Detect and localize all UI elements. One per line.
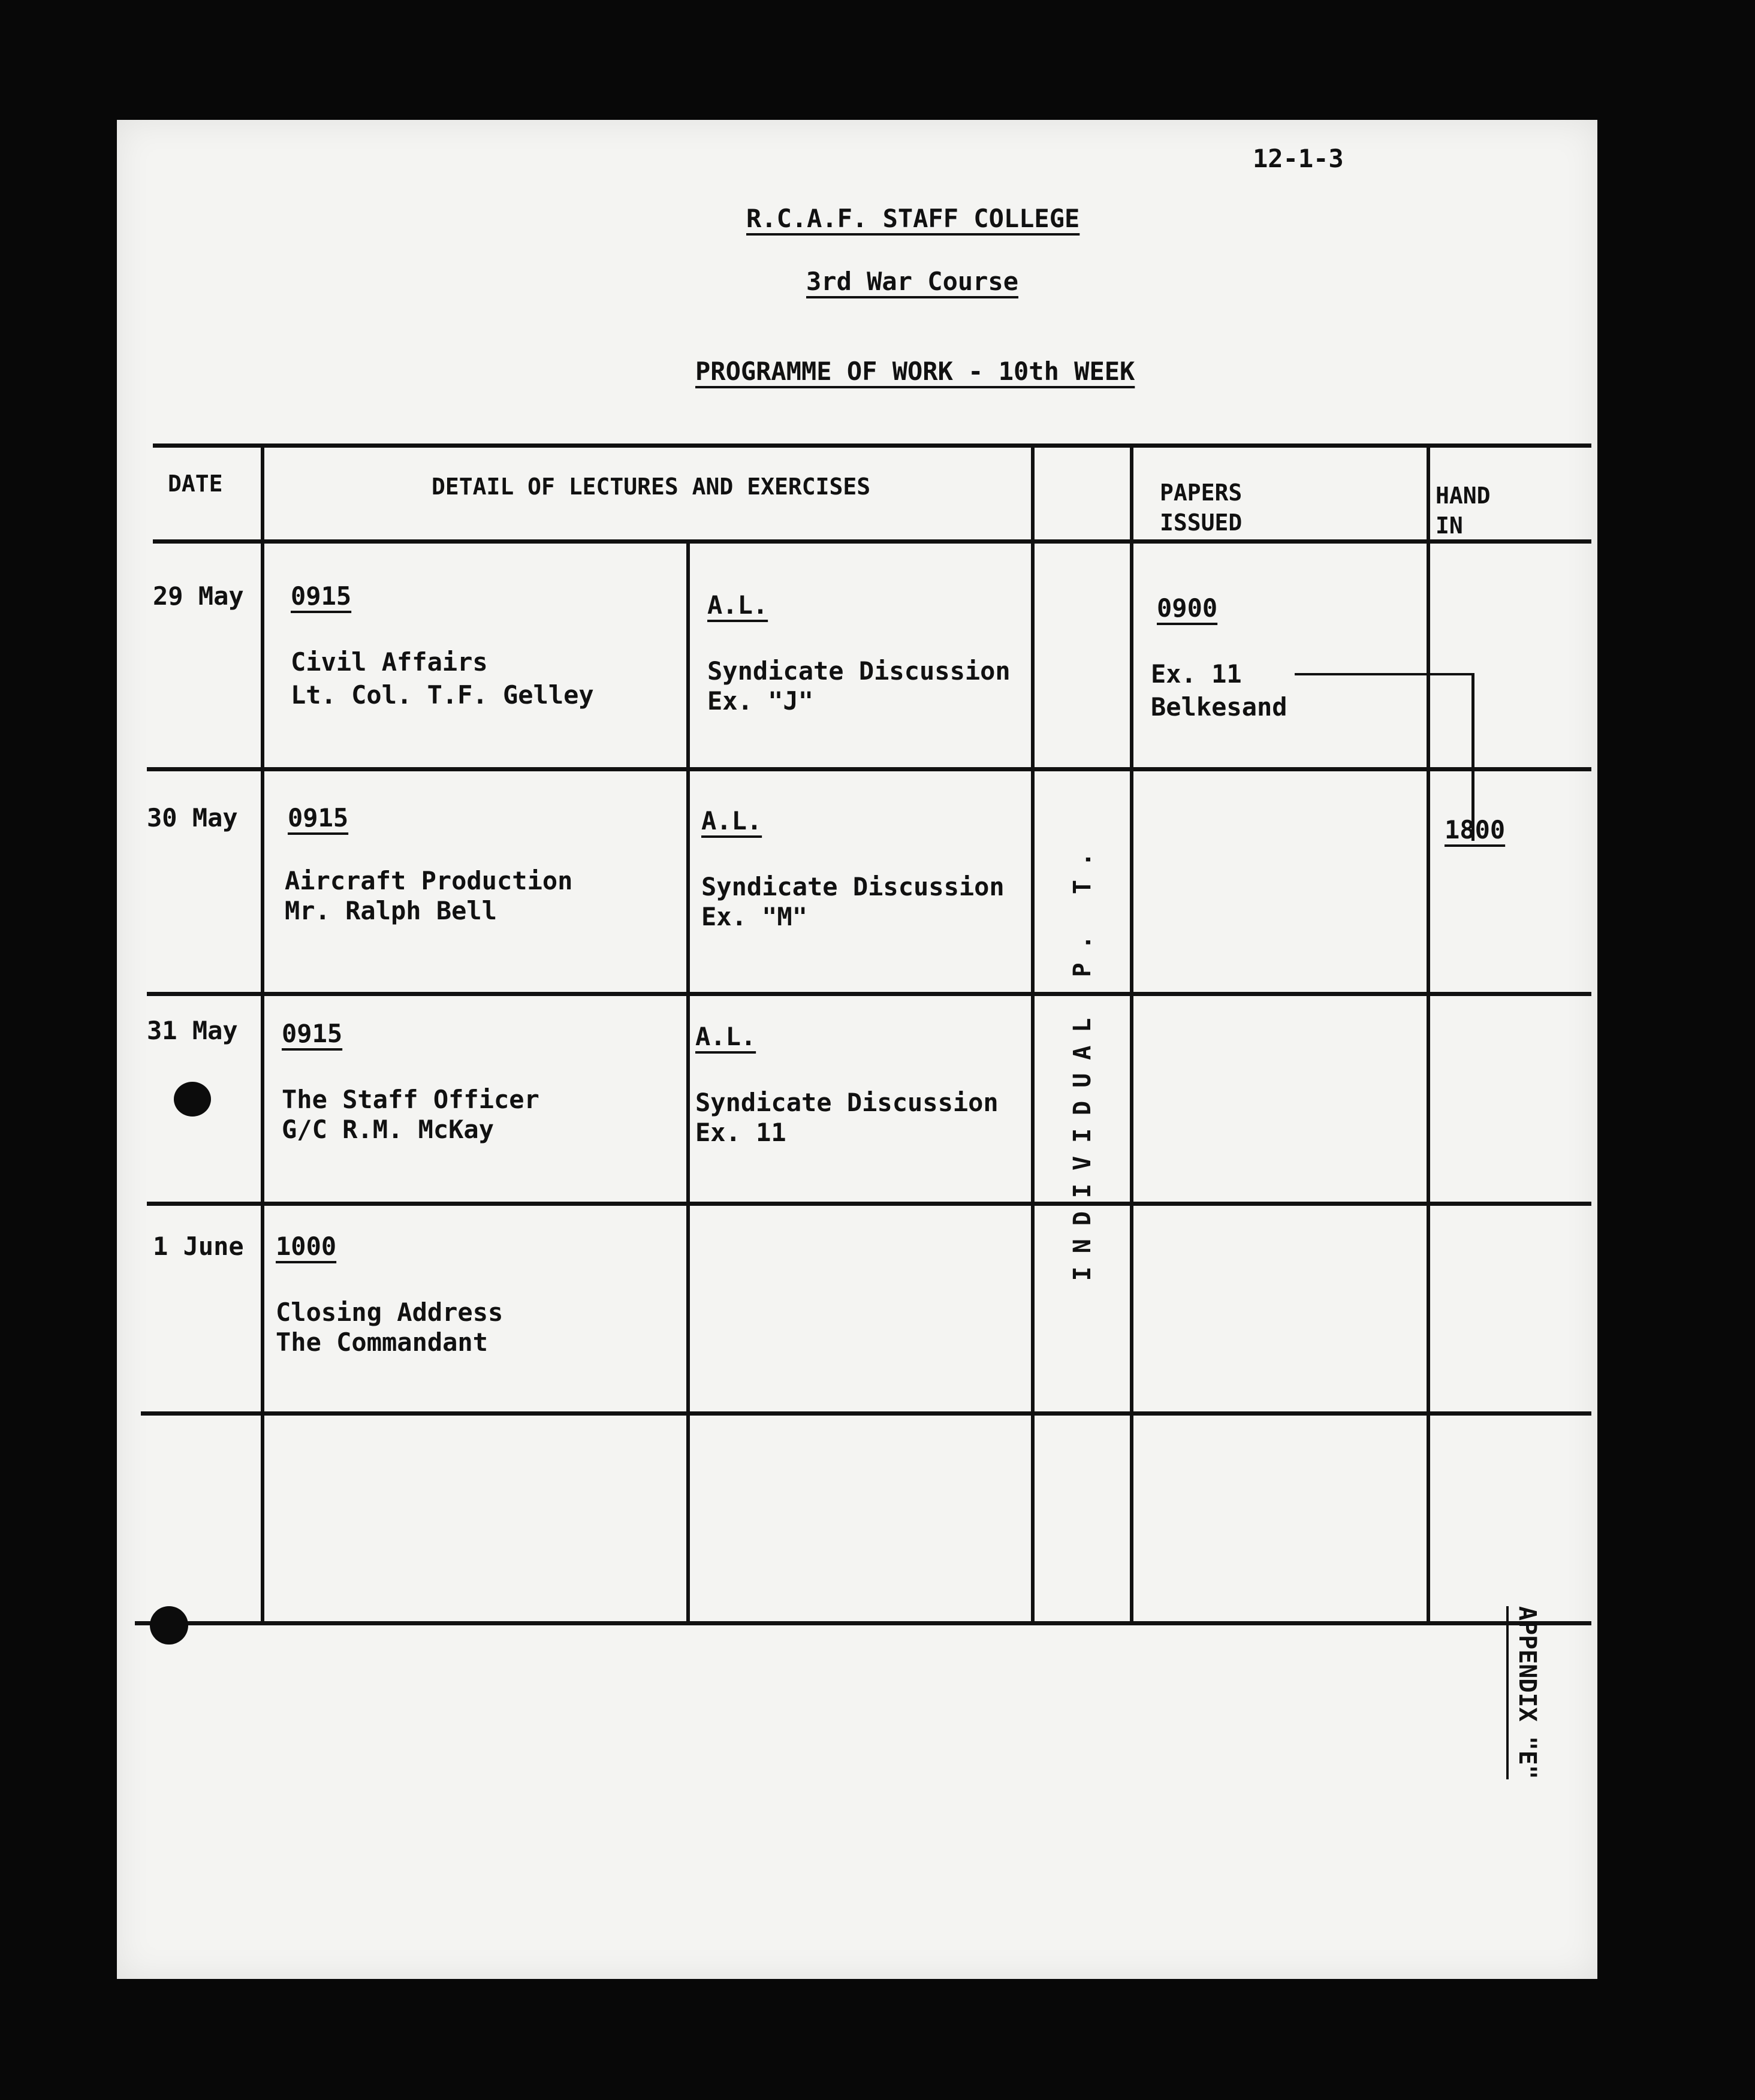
col-divider-detail [1031, 443, 1035, 1621]
handin-connector-horizontal [1295, 673, 1474, 675]
lecture-time: 0915 [288, 803, 349, 832]
table-top-rule [153, 443, 1591, 448]
exercise-title: Syndicate Discussion [701, 872, 1005, 901]
lecture-speaker: The Commandant [276, 1327, 488, 1357]
exercise-heading: A.L. [695, 1022, 756, 1051]
exercise-title: Syndicate Discussion [707, 656, 1011, 686]
lecture-speaker: Mr. Ralph Bell [285, 896, 497, 925]
row-date: 30 May [147, 803, 238, 832]
papers-item: Ex. 11 [1151, 659, 1242, 689]
lecture-title: Closing Address [276, 1298, 503, 1327]
lecture-speaker: G/C R.M. McKay [282, 1115, 494, 1144]
header-hand-line1: HAND [1436, 482, 1491, 509]
header-papers-line1: PAPERS [1160, 479, 1243, 506]
lecture-time: 0915 [291, 581, 352, 611]
exercise-heading: A.L. [701, 806, 762, 835]
document-page [117, 120, 1597, 1979]
individual-pt-label: INDIVIDUAL P. T. [1069, 839, 1096, 1281]
course-title: 3rd War Course [806, 267, 1019, 296]
exercise-detail: Ex. 11 [695, 1118, 786, 1147]
row-rule-1 [147, 767, 1591, 771]
header-hand-line2: IN [1436, 512, 1463, 539]
exercise-detail: Ex. "J" [707, 686, 814, 716]
row-rule-4 [141, 1411, 1591, 1416]
col-divider-papers [1427, 443, 1430, 1621]
header-date: DATE [168, 470, 223, 497]
punch-hole-lower [150, 1606, 188, 1645]
appendix-label: APPENDIX "E" [1513, 1606, 1541, 1779]
programme-title: PROGRAMME OF WORK - 10th WEEK [695, 357, 1135, 386]
exercise-title: Syndicate Discussion [695, 1088, 999, 1117]
header-bottom-rule [153, 539, 1591, 544]
hand-in-time: 1800 [1445, 815, 1506, 844]
row-date: 1 June [153, 1232, 244, 1261]
punch-hole-upper [174, 1082, 211, 1117]
lecture-time: 1000 [276, 1232, 337, 1261]
papers-name: Belkesand [1151, 692, 1287, 722]
col-divider-pt [1130, 443, 1133, 1621]
exercise-heading: A.L. [707, 590, 768, 620]
row-date: 29 May [153, 581, 244, 611]
lecture-time: 0915 [282, 1019, 343, 1048]
papers-time: 0900 [1157, 593, 1218, 623]
col-divider-date [261, 443, 264, 1621]
reference-number: 12-1-3 [1253, 144, 1344, 173]
lecture-speaker: Lt. Col. T.F. Gelley [291, 680, 594, 710]
header-detail: DETAIL OF LECTURES AND EXERCISES [432, 473, 871, 500]
row-date: 31 May [147, 1016, 238, 1045]
header-papers-line2: ISSUED [1160, 509, 1243, 536]
row-rule-3 [147, 1202, 1591, 1206]
table-bottom-rule [135, 1621, 1591, 1625]
college-title: R.C.A.F. STAFF COLLEGE [746, 204, 1080, 233]
lecture-title: Civil Affairs [291, 647, 488, 677]
col-divider-lecture [686, 539, 690, 1621]
row-rule-2 [147, 992, 1591, 996]
lecture-title: The Staff Officer [282, 1085, 539, 1114]
exercise-detail: Ex. "M" [701, 902, 808, 931]
lecture-title: Aircraft Production [285, 866, 573, 895]
